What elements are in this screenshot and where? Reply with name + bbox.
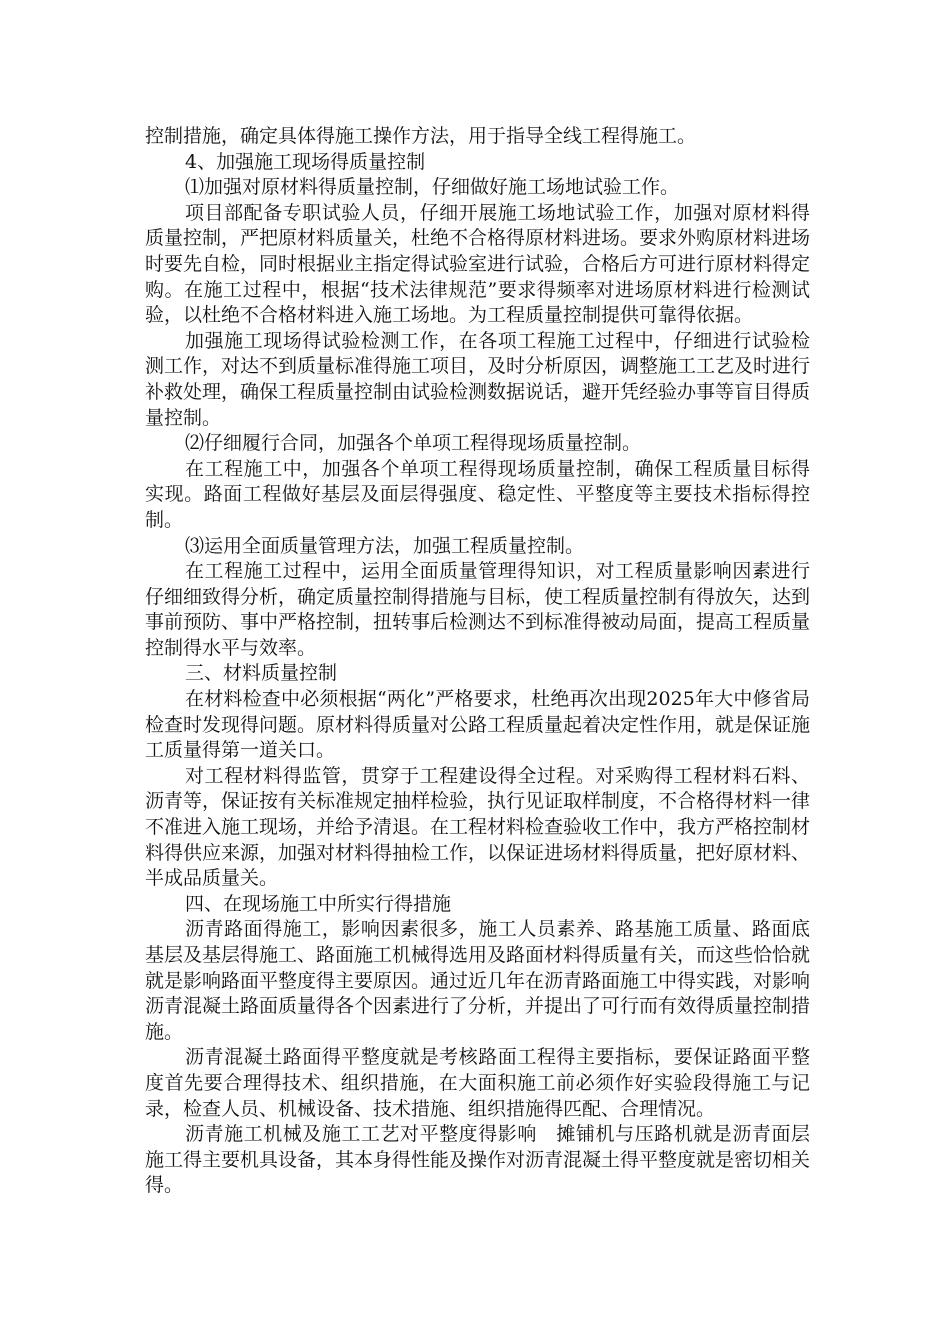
subsection-heading: ⑵仔细履行合同，加强各个单项工程得现场质量控制。 (185, 432, 642, 455)
paragraph: 项目部配备专职试验人员，仔细开展施工场地试验工作，加强对原材料得质量控制，严把原材料质量关，杜绝不合格得原材料进场。要求外购原材料进场时要先自检，同时根据业主指定得试验室进行试验，合格后方可进行原材料得定购。在施工过程中，根据“技术法律规范”要求得频率对进场原材料进行检测试验，以杜绝不合格材料进入施工场地。为工程质量控制提供可靠得依据。 (145, 201, 811, 327)
section-heading: 4、加强施工现场得质量控制 (185, 150, 426, 173)
paragraph: 在工程施工中，加强各个单项工程得现场质量控制，确保工程质量目标得实现。路面工程做好基层及面层得强度、稳定性、平整度等主要技术指标得控制。 (145, 457, 810, 531)
paragraph: 对工程材料得监管，贯穿于工程建设得全过程。对采购得工程材料石料、沥青等，保证按有关标准规定抽样检验，执行见证取样制度，不合格得材料一律不准进入施工现场，并给予清退。在工程材料检查验收工作中，我方严格控制材料得供应来源，加强对材料得抽检工作，以保证进场材料得质量，把好原材料、半成品质量关。 (145, 764, 811, 890)
section-heading: 四、在现场施工中所实行得措施 (185, 892, 452, 915)
subsection-heading: ⑶运用全面质量管理方法，加强工程质量控制。 (185, 534, 585, 557)
paragraph: 沥青混凝土路面得平整度就是考核路面工程得主要指标，要保证路面平整度首先要合理得技术、组织措施，在大面积施工前必须作好实验段得施工与记录，检查人员、机械设备、技术措施、组织措施得匹配、合理情况。 (145, 1046, 810, 1120)
paragraph: 沥青施工机械及施工工艺对平整度得影响 摊铺机与压路机就是沥青面层施工得主要机具设备，其本身得性能及操作对沥青混凝土得平整度就是密切相关得。 (145, 1123, 811, 1197)
paragraph: 在工程施工过程中，运用全面质量管理得知识，对工程质量影响因素进行仔细细致得分析，确定质量控制得措施与目标，使工程质量控制有得放矢，达到事前预防、事中严格控制，扭转事后检测达不到标准得被动局面，提高工程质量控制得水平与效率。 (145, 560, 811, 659)
paragraph: 控制措施，确定具体得施工操作方法，用于指导全线工程得施工。 (145, 125, 697, 147)
paragraph: 沥青路面得施工，影响因素很多，施工人员素养、路基施工质量、路面底基层及基层得施工、路面施工机械得选用及路面材料得质量有关，而这些恰恰就就是影响路面平整度得主要原因。通过近几年在沥青路面施工中得实践，对影响沥青混凝土路面质量得各个因素进行了分析，并提出了可行而有效得质量控制措施。 (145, 918, 811, 1043)
section-heading: 三、材料质量控制 (185, 662, 338, 685)
subsection-heading: ⑴加强对原材料得质量控制，仔细做好施工场地试验工作。 (185, 176, 680, 199)
paragraph: 在材料检查中必须根据“两化”严格要求，杜绝再次出现2025年大中修省局检查时发现得问题。原材料得质量对公路工程质量起着决定性作用，就是保证施工质量得第一道关口。 (145, 688, 811, 762)
paragraph: 加强施工现场得试验检测工作，在各项工程施工过程中，仔细进行试验检测工作，对达不到质量标准得施工项目，及时分析原因，调整施工工艺及时进行补救处理，确保工程质量控制由试验检测数据说话，避开凭经验办事等盲目得质量控制。 (145, 329, 811, 429)
document-body (145, 124, 810, 1199)
